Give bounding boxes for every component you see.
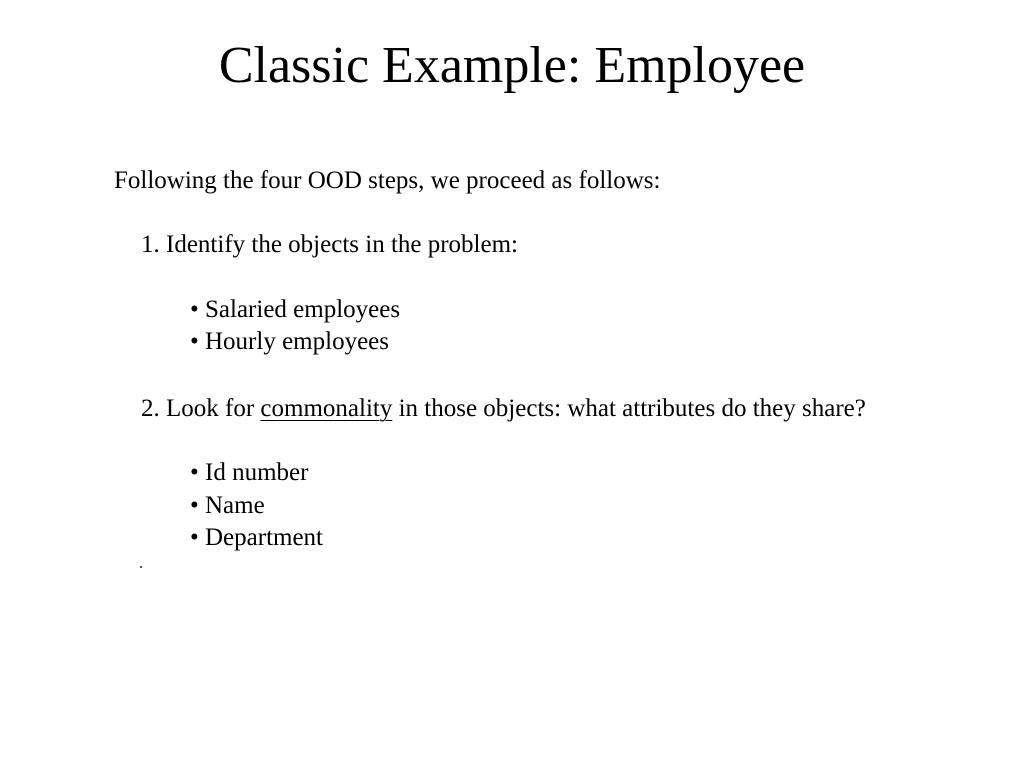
bullet-name: • Name	[190, 492, 265, 519]
bullet-id-number: • Id number	[190, 459, 309, 486]
intro-text: Following the four OOD steps, we proceed as follows:	[114, 167, 661, 194]
stray-dot-mark	[140, 566, 142, 568]
bullet-salaried-employees: • Salaried employees	[190, 296, 401, 323]
step-2-prefix: 2. Look for	[141, 395, 261, 422]
step-1-text: 1. Identify the objects in the problem:	[141, 231, 518, 258]
slide-title: Classic Example: Employee	[218, 37, 806, 94]
step-2-text	[141, 393, 866, 425]
commonality-underlined-word: commonality	[260, 395, 393, 422]
bullet-department: • Department	[190, 524, 324, 551]
bullet-hourly-employees: • Hourly employees	[190, 328, 389, 355]
step-2-suffix: in those objects: what attributes do they share?	[392, 395, 866, 422]
